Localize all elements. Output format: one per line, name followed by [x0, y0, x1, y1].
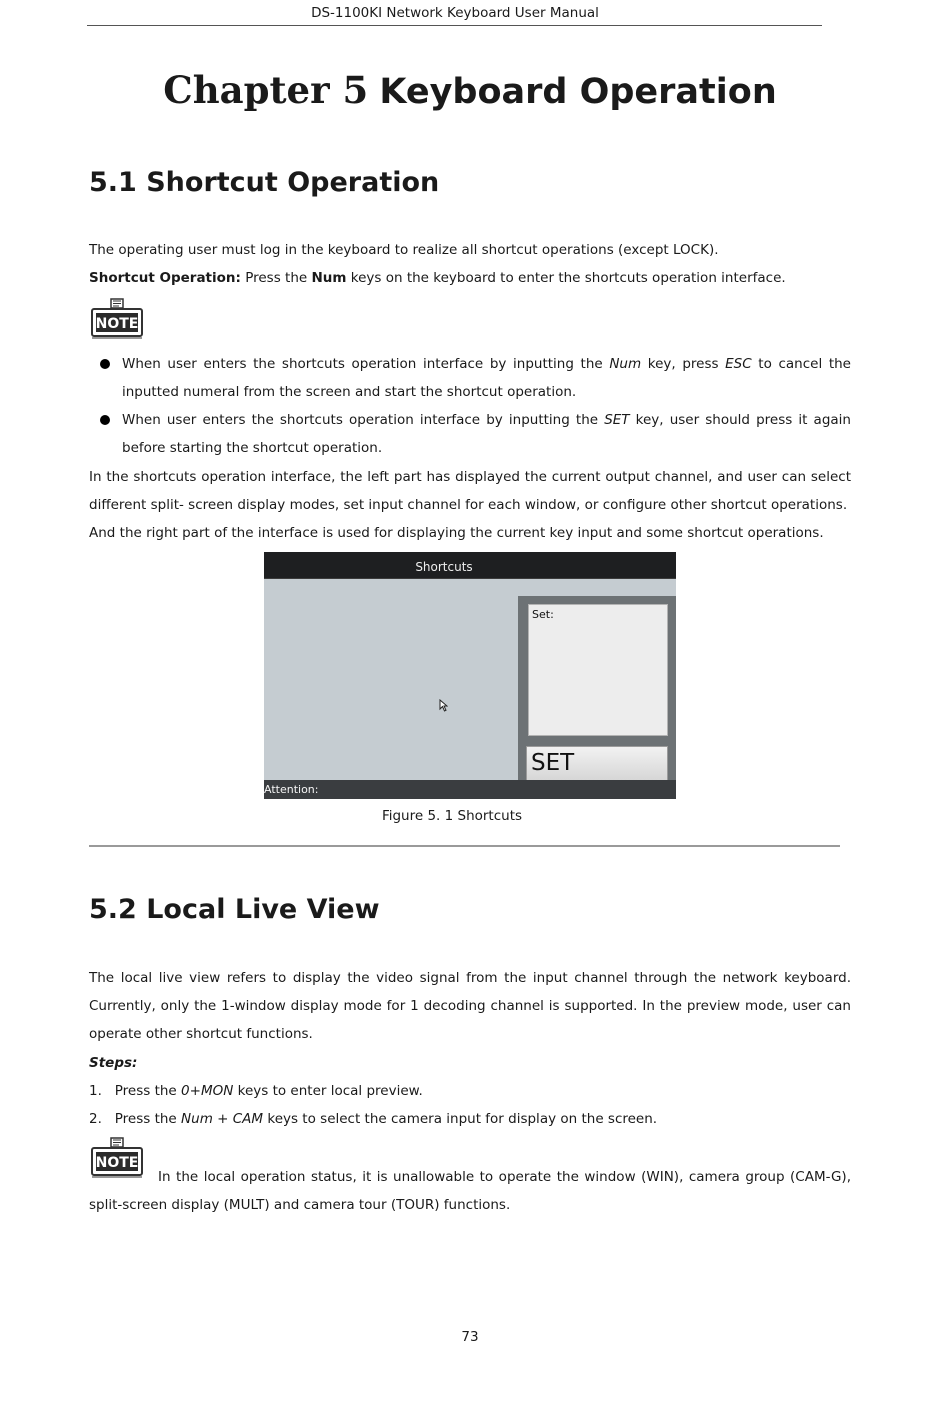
shortcut-label: Shortcut Operation: — [89, 270, 241, 286]
bullet-text — [122, 406, 851, 462]
shortcuts-window-title: Shortcuts — [415, 560, 473, 574]
section-heading-live-view: 5.2 Local Live View — [89, 894, 380, 925]
esc-key: ESC — [725, 356, 752, 372]
note-icon-text: NOTE — [95, 316, 139, 332]
mon-key: 0+MON — [181, 1083, 234, 1099]
note-bullet-1 — [100, 350, 851, 406]
set-key: SET — [604, 412, 630, 428]
header-rule — [87, 25, 822, 26]
shortcuts-titlebar — [264, 552, 676, 579]
live-view-paragraph: The local live view refers to display the video signal from the input channel through the network keyboard. Currently, only the 1-window display mode for 1 decoding channel is supported. In the preview mode, user can operate other shortcut functions. — [89, 970, 851, 1042]
step-text-pre: Press the — [114, 1083, 182, 1099]
bullet-text — [122, 350, 851, 406]
step-text-post: keys to enter local preview. — [233, 1083, 423, 1099]
bullet-dot — [100, 359, 110, 369]
step-2 — [89, 1105, 851, 1133]
shortcut-text-post: keys on the keyboard to enter the shortcuts operation interface. — [346, 270, 786, 286]
steps-label-text: Steps: — [89, 1055, 138, 1071]
set-input-box — [528, 604, 668, 736]
mouse-cursor-icon — [439, 699, 448, 712]
section-divider — [89, 845, 840, 847]
bullet-dot — [100, 415, 110, 425]
shortcuts-right-panel — [518, 596, 676, 799]
step-text-pre: Press the — [114, 1111, 182, 1127]
right-part-paragraph: And the right part of the interface is used for displaying the current key input and some shortcut operations. — [89, 525, 824, 541]
bullet-text-post: key, user should press it again before starting the shortcut operation. — [122, 412, 851, 456]
num-key: Num — [609, 356, 642, 372]
running-header: DS-1100KI Network Keyboard User Manual — [311, 5, 599, 21]
section-heading-shortcut: 5.1 Shortcut Operation — [89, 167, 440, 198]
figure-caption: Figure 5. 1 Shortcuts — [381, 808, 523, 824]
note-icon — [89, 298, 145, 342]
set-input-label: Set: — [532, 608, 554, 621]
bullet-text-pre: When user enters the shortcuts operation interface by inputting the — [122, 412, 605, 428]
bullet-text-post: to cancel the inputted numeral from the screen and start the shortcut operation. — [122, 356, 851, 400]
num-cam-key: Num + CAM — [181, 1111, 264, 1127]
page-number: 73 — [461, 1329, 479, 1345]
note-paragraph: In the local operation status, it is unallowable to operate the window (WIN), camera group (CAM-G), split-screen display (MULT) and camera tour (TOUR) functions. — [89, 1169, 851, 1213]
note-icon-text: NOTE — [95, 1155, 139, 1171]
step-number: 2. — [89, 1111, 102, 1127]
chapter-name: Keyboard Operation — [379, 72, 777, 112]
chapter-number: Chapter 5 — [163, 68, 369, 112]
shortcut-paragraph — [89, 264, 851, 292]
step-number: 1. — [89, 1083, 102, 1099]
step-text-post: keys to select the camera input for display on the screen. — [263, 1111, 658, 1127]
intro-paragraph: The operating user must log in the keyboard to realize all shortcut operations (except LOCK). — [89, 242, 719, 258]
bullet-text-pre: When user enters the shortcuts operation interface by inputting the — [122, 356, 610, 372]
set-button-label: SET — [531, 750, 575, 776]
step-1 — [89, 1077, 851, 1105]
attention-label: Attention: — [264, 783, 319, 796]
note-bullet-2 — [100, 406, 851, 462]
chapter-title — [0, 68, 940, 112]
shortcuts-screenshot — [264, 552, 676, 799]
attention-bar — [264, 780, 676, 799]
shortcut-text-pre: Press the — [240, 270, 312, 286]
bullet-text-mid: key, press — [641, 356, 726, 372]
num-key: Num — [311, 270, 347, 286]
interface-paragraph: In the shortcuts operation interface, the left part has displayed the current output channel, and user can select different split- screen display modes, set input channel for each window, or configure other shortcut operations. — [89, 469, 851, 513]
steps-label — [89, 1049, 851, 1077]
